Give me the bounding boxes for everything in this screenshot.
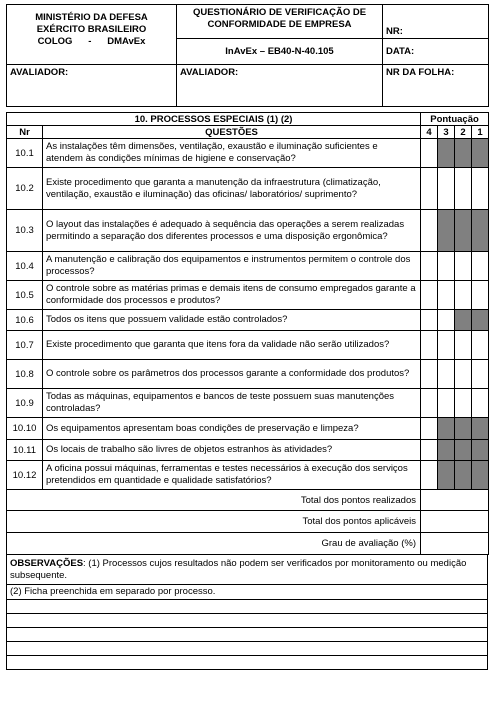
form-title: QUESTIONÁRIO DE VERIFICAÇÃO DE CONFORMIDADE DE EMPRESA (177, 5, 383, 39)
score-cell[interactable] (421, 331, 438, 360)
score-cell[interactable] (455, 389, 472, 418)
evaluator-field-1[interactable] (7, 65, 177, 107)
total-realized-label: Total dos pontos realizados (7, 490, 421, 511)
score-cell[interactable] (421, 461, 438, 490)
question-number: 10.2 (7, 168, 43, 210)
score-cell[interactable] (438, 360, 455, 389)
question-number: 10.7 (7, 331, 43, 360)
score-cell-disabled (472, 461, 489, 490)
score-cell[interactable] (438, 331, 455, 360)
observation-line[interactable] (7, 600, 488, 614)
observations-block (7, 555, 488, 585)
score-cell-disabled (438, 210, 455, 252)
question-text: Os equipamentos apresentam boas condições de preservação e limpeza? (43, 418, 421, 440)
col-nr-header: Nr (7, 126, 43, 139)
score-cell-disabled (455, 210, 472, 252)
date-field[interactable] (383, 39, 489, 65)
score-cell[interactable] (472, 168, 489, 210)
score-cell-disabled (472, 418, 489, 440)
col-questions-header: QUESTÕES (43, 126, 421, 139)
evaluator-label-1: AVALIADOR: (10, 67, 69, 78)
question-row (7, 418, 489, 440)
question-number: 10.9 (7, 389, 43, 418)
question-row (7, 310, 489, 331)
score-cell-disabled (472, 210, 489, 252)
question-text: O layout das instalações é adequado à sequência das operações a serem realizadas permitindo a separação dos diferentes processos e uma disposição ergonômica? (43, 210, 421, 252)
question-number: 10.12 (7, 461, 43, 490)
question-text: As instalações têm dimensões, ventilação, exaustão e iluminação suficientes e atendem às condições mínimas de higiene e conservação? (43, 139, 421, 168)
score-cell-disabled (472, 440, 489, 461)
score-cell[interactable] (438, 252, 455, 281)
score-cell[interactable] (421, 252, 438, 281)
score-cell-disabled (438, 461, 455, 490)
form-code: InAvEx – EB40-N-40.105 (177, 39, 383, 65)
score-cell[interactable] (438, 389, 455, 418)
question-text: Existe procedimento que garanta que itens fora da validade não serão utilizados? (43, 331, 421, 360)
question-text: O controle sobre as matérias primas e demais itens de consumo empregados garante a conformidade dos processos e produtos? (43, 281, 421, 310)
form-page (6, 4, 488, 670)
score-cell[interactable] (438, 310, 455, 331)
question-row (7, 440, 489, 461)
org-block (7, 5, 177, 65)
observation-line[interactable] (7, 642, 488, 656)
score-cell-disabled (455, 461, 472, 490)
score-header: Pontuação (421, 113, 489, 126)
score-cell[interactable] (472, 281, 489, 310)
question-number: 10.5 (7, 281, 43, 310)
score-cell[interactable] (421, 139, 438, 168)
score-cell-disabled (455, 440, 472, 461)
total-realized-value[interactable] (421, 490, 489, 511)
evaluator-label-2: AVALIADOR: (180, 67, 239, 78)
org-line-2: EXÉRCITO BRASILEIRO (36, 24, 147, 35)
score-1-header: 1 (472, 126, 489, 139)
observations-text-1: : (1) Processos cujos resultados não podem ser verificados por monitoramento ou medição subsequente. (10, 558, 467, 581)
total-applicable-label: Total dos pontos aplicáveis (7, 511, 421, 533)
question-text: Todos os itens que possuem validade estão controlados? (43, 310, 421, 331)
question-number: 10.6 (7, 310, 43, 331)
question-number: 10.8 (7, 360, 43, 389)
score-cell[interactable] (421, 310, 438, 331)
score-cell[interactable] (455, 331, 472, 360)
org-line-1: MINISTÉRIO DA DEFESA (35, 12, 148, 23)
sheet-number-field[interactable] (383, 65, 489, 107)
score-cell[interactable] (455, 168, 472, 210)
date-label: DATA: (386, 46, 415, 57)
score-cell[interactable] (472, 252, 489, 281)
score-cell-disabled (472, 310, 489, 331)
score-cell[interactable] (472, 331, 489, 360)
score-cell[interactable] (421, 168, 438, 210)
question-text: O controle sobre os parâmetros dos processos garante a conformidade dos produtos? (43, 360, 421, 389)
score-cell-disabled (438, 418, 455, 440)
score-cell-disabled (438, 440, 455, 461)
question-number: 10.1 (7, 139, 43, 168)
question-text: A oficina possui máquinas, ferramentas e testes necessários à execução dos serviços pretendidos em quantidade e qualidade satisfatórios? (43, 461, 421, 490)
observation-line[interactable] (7, 656, 488, 670)
score-cell[interactable] (421, 389, 438, 418)
nr-label: NR: (386, 26, 403, 37)
question-row (7, 139, 489, 168)
score-cell[interactable] (455, 252, 472, 281)
score-cell[interactable] (438, 281, 455, 310)
observation-line[interactable] (7, 614, 488, 628)
score-cell[interactable] (472, 389, 489, 418)
observation-line[interactable] (7, 628, 488, 642)
header-table (6, 4, 489, 107)
question-text: A manutenção e calibração dos equipamentos e instrumentos permitem o controle dos processos? (43, 252, 421, 281)
question-row (7, 168, 489, 210)
score-2-header: 2 (455, 126, 472, 139)
score-cell[interactable] (421, 210, 438, 252)
question-number: 10.3 (7, 210, 43, 252)
score-3-header: 3 (438, 126, 455, 139)
question-row (7, 252, 489, 281)
score-cell[interactable] (421, 281, 438, 310)
observations-table (6, 555, 488, 670)
question-text: Os locais de trabalho são livres de objetos estranhos às atividades? (43, 440, 421, 461)
question-text: Existe procedimento que garanta a manutenção da infraestrutura (climatização, ventilação, exaustão e iluminação) das oficinas/ laboratórios/ suprimento? (43, 168, 421, 210)
question-row (7, 210, 489, 252)
question-number: 10.10 (7, 418, 43, 440)
score-cell[interactable] (472, 360, 489, 389)
question-text: Todas as máquinas, equipamentos e bancos de teste possuem suas manutenções controladas? (43, 389, 421, 418)
total-applicable-value[interactable] (421, 511, 489, 533)
question-row (7, 389, 489, 418)
score-cell[interactable] (421, 440, 438, 461)
grade-label: Grau de avaliação (%) (7, 533, 421, 555)
score-cell[interactable] (455, 281, 472, 310)
observations-label: OBSERVAÇÕES (10, 558, 84, 569)
question-row (7, 461, 489, 490)
org-line-3: COLOG - DMAvEx (37, 36, 146, 47)
score-cell[interactable] (421, 418, 438, 440)
observations-text-2: (2) Ficha preenchida em separado por processo. (7, 585, 488, 600)
score-cell[interactable] (421, 360, 438, 389)
grade-value[interactable] (421, 533, 489, 555)
score-cell-disabled (455, 139, 472, 168)
question-number: 10.11 (7, 440, 43, 461)
question-number: 10.4 (7, 252, 43, 281)
score-4-header: 4 (421, 126, 438, 139)
nr-field[interactable] (383, 5, 489, 39)
questions-table (6, 112, 489, 555)
score-cell-disabled (455, 418, 472, 440)
score-cell[interactable] (455, 360, 472, 389)
score-cell-disabled (438, 139, 455, 168)
question-row (7, 281, 489, 310)
score-cell[interactable] (438, 168, 455, 210)
question-row (7, 331, 489, 360)
score-cell-disabled (455, 310, 472, 331)
evaluator-field-2[interactable] (177, 65, 383, 107)
question-row (7, 360, 489, 389)
score-cell-disabled (472, 139, 489, 168)
section-title: 10. PROCESSOS ESPECIAIS (1) (2) (7, 113, 421, 126)
sheet-number-label: NR DA FOLHA: (386, 67, 455, 78)
